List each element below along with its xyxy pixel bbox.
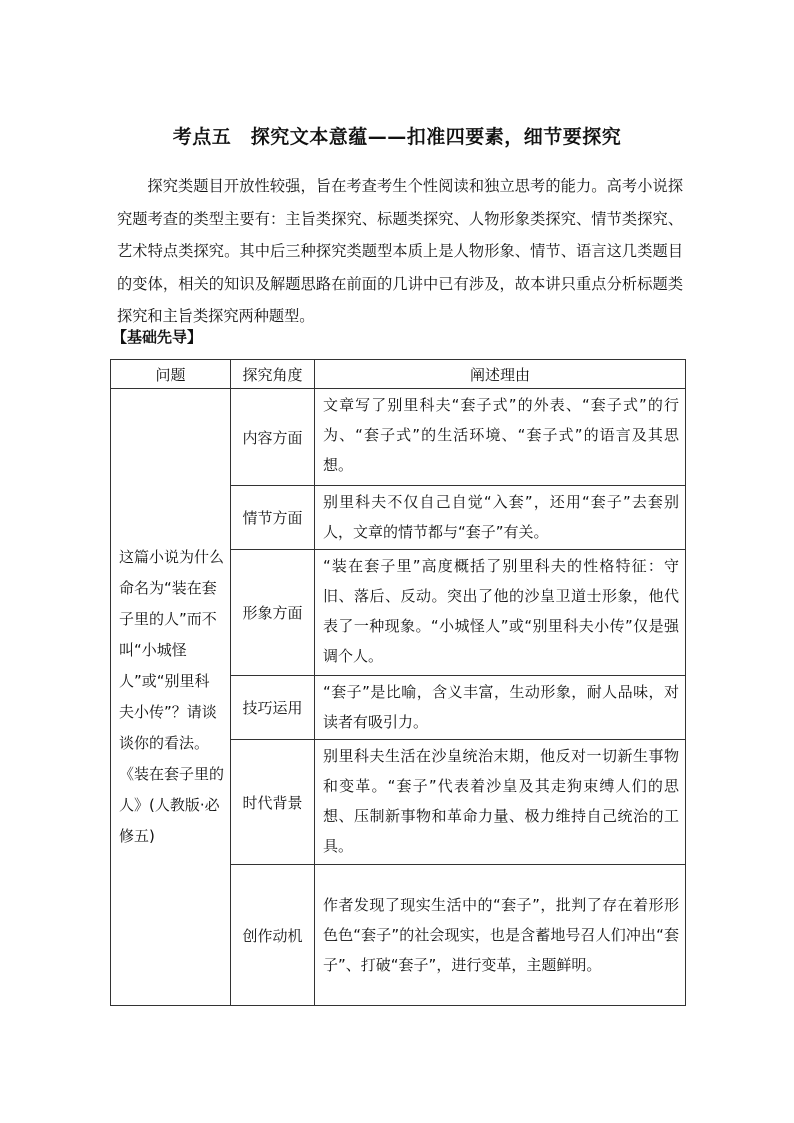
header-question: 问题 [111,360,231,389]
page-title: 考点五 探究文本意蕴——扣准四要素，细节要探究 [172,126,622,148]
reason-cell: 作者发现了现实生活中的“套子”，批判了存在着形形色色“套子”的社会现实，也是含蓄地号召人们冲出“套子”、打破“套子”，进行变革，主题鲜明。 [315,865,686,1006]
angle-cell: 时代背景 [231,740,315,865]
header-reason: 阐述理由 [315,360,686,389]
angle-cell: 技巧运用 [231,676,315,740]
angle-cell: 情节方面 [231,486,315,550]
section-heading: 【基础先导】 [112,328,203,346]
reason-cell: 别里科夫生活在沙皇统治末期，他反对一切新生事物和变革。“套子”代表着沙皇及其走狗束缚人们的思想、压制新事物和革命力量、极力维持自己统治的工具。 [315,740,686,865]
table-row [111,389,686,486]
reason-cell: 文章写了别里科夫“套子式”的外表、“套子式”的行为、“套子式”的生活环境、“套子式”的语言及其思想。 [315,389,686,486]
header-angle: 探究角度 [231,360,315,389]
reason-cell: “套子”是比喻，含义丰富，生动形象，耐人品味，对读者有吸引力。 [315,676,686,740]
table-header-row [111,360,686,389]
analysis-table [110,359,686,1006]
intro-paragraph: 探究类题目开放性较强，旨在考查考生个性阅读和独立思考的能力。高考小说探究题考查的类型主要有：主旨类探究、标题类探究、人物形象类探究、情节类探究、艺术特点类探究。其中后三种探究类题型本质上是人物形象、情节、语言这几类题目的变体，相关的知识及解题思路在前面的几讲中已有涉及，故本讲只重点分析标题类探究和主旨类探究两种题型。 [117,177,683,326]
reason-cell: 别里科夫不仅自己自觉“入套”，还用“套子”去套别人，文章的情节都与“套子”有关。 [315,486,686,550]
angle-cell: 创作动机 [231,865,315,1006]
angle-cell: 内容方面 [231,389,315,486]
angle-cell: 形象方面 [231,550,315,676]
question-cell: 这篇小说为什么命名为“装在套子里的人”而不叫“小城怪人”或“别里科夫小传”？请谈谈你的看法。《装在套子里的人》(人教版·必修五) [111,389,231,1006]
reason-cell: “装在套子里”高度概括了别里科夫的性格特征：守旧、落后、反动。突出了他的沙皇卫道士形象，他代表了一种现象。“小城怪人”或“别里科夫小传”仅是强调个人。 [315,550,686,676]
